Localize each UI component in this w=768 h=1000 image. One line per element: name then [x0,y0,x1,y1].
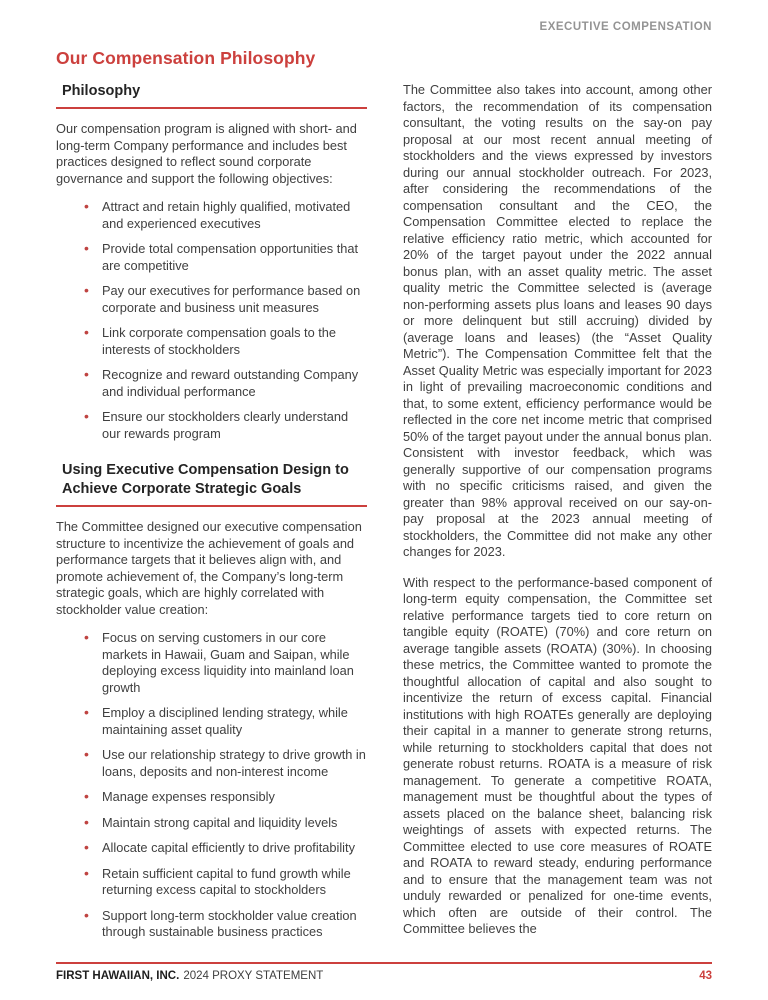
bullet-item: • Manage expenses responsibly [56,789,367,806]
page-title: Our Compensation Philosophy [56,48,316,68]
bullet-item: • Support long-term stockholder value creation through sustainable business practices [56,908,367,941]
footer-left [56,970,323,982]
right-column [403,82,712,950]
bullet-item: • Maintain strong capital and liquidity levels [56,815,367,832]
body-paragraph: With respect to the performance-based component of long-term equity compensation, the Committee set relative performance targets tied to core return on tangible equity (ROATE) (70%) and core return on average tangible assets (ROATA) (30%). In choosing these metrics, the Committee wanted to promote the thoughtful allocation of capital and also sought to incentivize the return of excess capital. Financial institutions with high ROATEs generally are deploying their capital in a manner to generate strong returns, while returning to stockholders capital that does not generate robust returns. ROATA is a measure of risk management. To generate a competitive ROATA, management must be thoughtful about the types of assets placed on the balance sheet, balancing risk weightings of assets with expected returns. The Committee elected to use core measures of ROATE and ROATA to reward steady, enduring performance and to ensure that the management team was not unduly rewarded or penalized for one-time events, which often are outside of their control. The Committee believes the [403,574,712,936]
bullet-item: • Use our relationship strategy to drive growth in loans, deposits and non-interest income [56,747,367,780]
body-paragraph: The Committee also takes into account, among other factors, the recommendation of its compensation consultant, the voting results on the say-on pay proposal at our most recent annual meeting of stockholders and the views expressed by investors during our annual stockholder outreach. For 2023, after considering the recommendations of the compensation consultant and the CEO, the Compensation Committee elected to replace the relative efficiency ratio metric, which accounted for 20% of the target payout under the 2022 annual bonus plan, with an asset quality metric. The asset quality metric the Committee selected is (average non-performing assets plus loans and leases 90 days or more delinquent but still accruing) divided by (average loans and leases) (the “Asset Quality Metric”). The Compensation Committee felt that the Asset Quality Metric was especially important for 2023 in light of prevailing macroeconomic conditions and that, to some extent, efficiency performance would be reflected in the core net income metric that comprised 50% of the target payout under the annual bonus plan. Consistent with investor feedback, which was generally supportive of our compensation programs with no specific criticisms raised, and given the greater than 98% approval received on our say-on-pay proposal at the 2023 annual meeting of stockholders, the Committee did not make any other changes for 2023. [403,82,712,559]
left-column [56,82,367,950]
page-footer [56,962,712,982]
footer-document-name: 2024 PROXY STATEMENT [183,970,324,982]
two-column-layout [56,82,712,950]
bullet-item: • Recognize and reward outstanding Company and individual performance [56,367,367,400]
philosophy-bullet-list [56,199,367,442]
bullet-item: • Focus on serving customers in our core markets in Hawaii, Guam and Saipan, while deploying excess liquidity into mainland loan growth [56,630,367,696]
running-header: EXECUTIVE COMPENSATION [539,21,712,33]
bullet-item: • Retain sufficient capital to fund growth while returning excess capital to stockholders [56,866,367,899]
bullet-item: • Pay our executives for performance based on corporate and business unit measures [56,283,367,316]
section-heading-philosophy: Philosophy [56,82,367,109]
section-heading-strategic-goals: Using Executive Compensation Design to Achieve Corporate Strategic Goals [56,461,367,507]
philosophy-intro: Our compensation program is aligned with short- and long-term Company performance and includes best practices designed to reflect sound corporate governance and support the following objectives: [56,121,357,186]
footer-company-name: FIRST HAWAIIAN, INC. [56,970,180,982]
bullet-item: • Employ a disciplined lending strategy, while maintaining asset quality [56,705,367,738]
strategic-goals-intro: The Committee designed our executive compensation structure to incentivize the achievement of goals and performance targets that it believes align with, and promote achievement of, the Company’s long-term strategic goals, which are highly correlated with stockholder value creation: [56,519,362,617]
bullet-item: • Allocate capital efficiently to drive profitability [56,840,367,857]
bullet-item: • Link corporate compensation goals to the interests of stockholders [56,325,367,358]
bullet-item: • Attract and retain highly qualified, motivated and experienced executives [56,199,367,232]
bullet-item: • Provide total compensation opportunities that are competitive [56,241,367,274]
page-number: 43 [699,970,712,982]
strategic-goals-bullet-list [56,630,367,941]
bullet-item: • Ensure our stockholders clearly understand our rewards program [56,409,367,442]
